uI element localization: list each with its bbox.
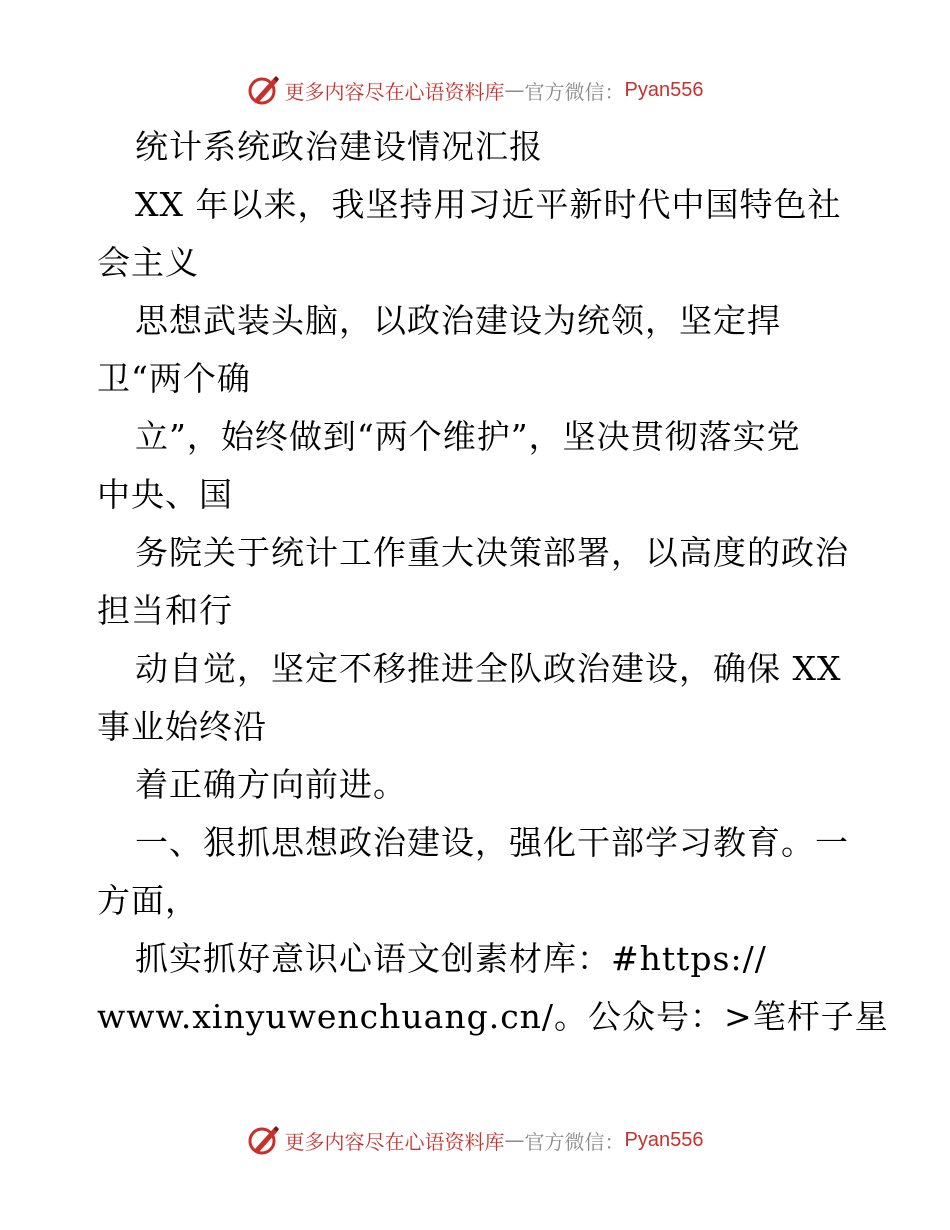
- document-line: 担当和行: [97, 591, 233, 630]
- banner-slogan: 更多内容尽在心语资料库: [284, 1129, 505, 1154]
- document-line: 卫“两个确: [97, 359, 251, 398]
- document-line: www.xinyuwenchuang.cn/。公众号：>笔杆子星: [97, 997, 889, 1036]
- document-line: 立”，始终做到“两个维护”，坚决贯彻落实党: [135, 417, 801, 456]
- footer-banner: [0, 1120, 950, 1160]
- banner-slogan: 更多内容尽在心语资料库: [284, 79, 505, 104]
- document-line: 会主义: [97, 243, 199, 282]
- document-line: 着正确方向前进。: [135, 765, 407, 804]
- document-line: 方面，: [97, 881, 199, 920]
- banner-wechat-label: 官方微信：: [524, 1129, 625, 1154]
- document-line: 思想武装头脑，以政治建设为统领，坚定捍: [135, 301, 781, 340]
- pen-logo-icon: [247, 73, 281, 107]
- document-line: XX 年以来，我坚持用习近平新时代中国特色社: [135, 185, 842, 224]
- document-line: 事业始终沿: [97, 707, 267, 746]
- document-body: [97, 118, 889, 1046]
- pen-logo-icon: [247, 1123, 281, 1157]
- banner-dash: —: [504, 78, 525, 102]
- document-line: 务院关于统计工作重大决策部署，以高度的政治: [135, 533, 849, 572]
- banner-wechat-id: Pyan556: [624, 78, 704, 101]
- document-line: 动自觉，坚定不移推进全队政治建设，确保 XX: [135, 649, 842, 688]
- banner-dash: —: [504, 1128, 525, 1152]
- banner-wechat-id: Pyan556: [624, 1128, 704, 1151]
- banner-wechat-label: 官方微信：: [524, 79, 625, 104]
- header-banner: [0, 70, 950, 110]
- document-line: 中央、国: [97, 475, 233, 514]
- document-line: 一、狠抓思想政治建设，强化干部学习教育。一: [135, 823, 849, 862]
- document-line: 统计系统政治建设情况汇报: [135, 127, 543, 166]
- document-line: 抓实抓好意识心语文创素材库：#https://: [135, 939, 767, 978]
